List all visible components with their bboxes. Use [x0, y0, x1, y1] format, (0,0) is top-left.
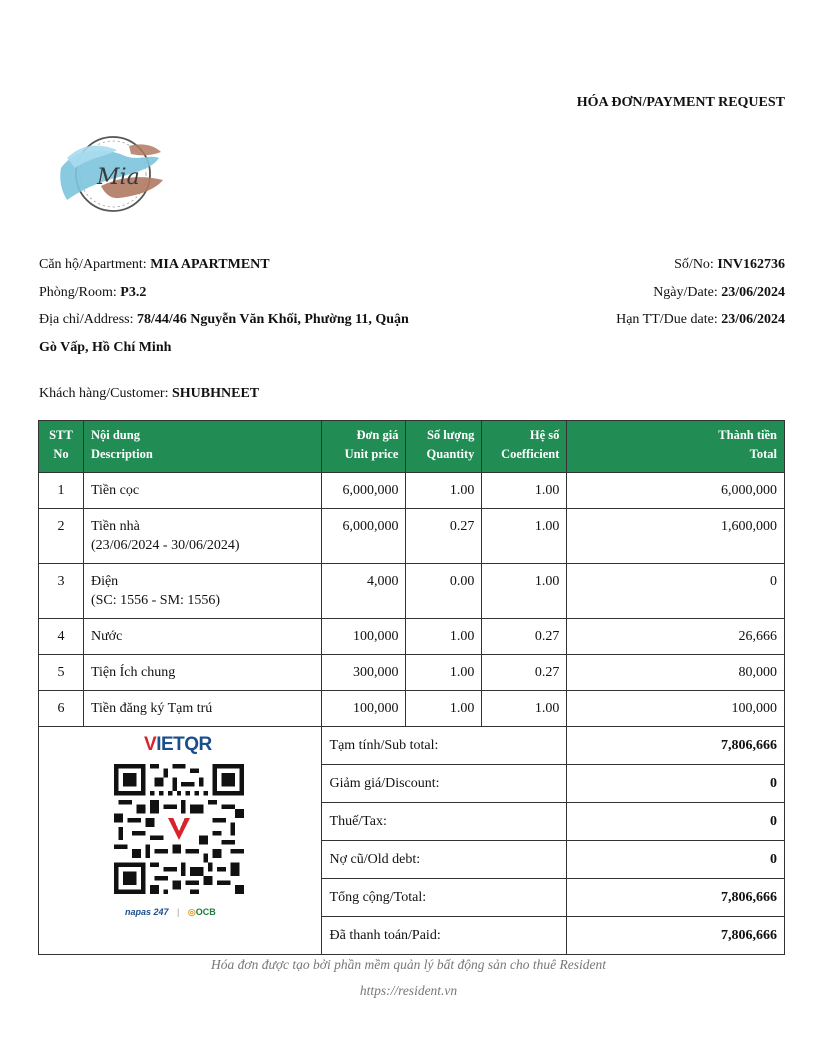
due-date: 23/06/2024: [721, 312, 785, 327]
invoice-date: 23/06/2024: [721, 284, 785, 300]
ocb-logo: OCB: [195, 907, 216, 917]
totals-row-tax: Thuế/Tax: 0: [39, 803, 785, 841]
col-total: Thành tiền Total: [567, 421, 785, 473]
totals-row-discount: Giảm giá/Discount: 0: [39, 765, 785, 803]
table-row: 5 Tiện Ích chung 300,000 1.00 0.27 80,000: [39, 655, 785, 691]
table-row: 6 Tiền đăng ký Tạm trú 100,000 1.00 1.00 100,000: [39, 691, 785, 727]
address-line: Địa chỉ/Address: 78/44/46 Nguyễn Văn Khối, Phường 11, Quận Gò Vấp, Hồ Chí Minh: [39, 312, 409, 355]
apartment-name: MIA APARTMENT: [150, 257, 270, 272]
table-header: [39, 421, 785, 473]
footer-note: Hóa đơn được tạo bởi phần mềm quản lý bất động sản cho thuê Resident: [211, 957, 606, 972]
address-value: 78/44/46 Nguyễn Văn Khối, Phường 11, Quận Gò Vấp, Hồ Chí Minh: [39, 312, 409, 355]
room-line: Phòng/Room: P3.2: [39, 284, 147, 300]
apartment-line: Căn hộ/Apartment: MIA APARTMENT: [39, 257, 270, 272]
paid-value: 7,806,666: [567, 917, 785, 955]
svg-text:Mia: Mia: [97, 165, 140, 190]
customer-line: Khách hàng/Customer: SHUBHNEET: [39, 386, 260, 401]
col-description: Nội dung Description: [83, 421, 321, 473]
room-number: P3.2: [120, 284, 147, 300]
due-date-line: Hạn TT/Due date: 23/06/2024: [616, 312, 785, 327]
table-row: 2 Tiền nhà (23/06/2024 - 30/06/2024) 6,000,000 0.27 1.00 1,600,000: [39, 509, 785, 564]
invoice-number: INV162736: [717, 257, 785, 272]
totals-row-paid: Đã thanh toán/Paid: 7,806,666: [39, 917, 785, 955]
property-info: [39, 251, 409, 361]
footer-link[interactable]: https://resident.vn: [359, 983, 458, 998]
payment-qr-code[interactable]: [114, 764, 244, 894]
col-quantity: Số lượng Quantity: [406, 421, 482, 473]
old-debt-value: 0: [567, 841, 785, 879]
totals-row-old-debt: Nợ cũ/Old debt: 0: [39, 841, 785, 879]
col-unit-price: Đơn giá Unit price: [321, 421, 406, 473]
table-row: 4 Nước 100,000 1.00 0.27 26,666: [39, 619, 785, 655]
invoice-info: [616, 251, 785, 334]
mia-logo: [55, 128, 167, 220]
totals-row-total: Tổng cộng/Total: 7,806,666: [39, 879, 785, 917]
table-row: 3 Điện (SC: 1556 - SM: 1556) 4,000 0.00 1.00 0: [39, 564, 785, 619]
table-row: 1 Tiền cọc 6,000,000 1.00 1.00 6,000,000: [39, 473, 785, 509]
total-value: 7,806,666: [567, 879, 785, 917]
invoice-no-line: Số/No: INV162736: [674, 257, 785, 272]
customer-name: SHUBHNEET: [171, 386, 260, 401]
totals-row-subtotal: VIETQR napas 247 | ◎OCB Tạm tính/Sub total: 7,806,666: [39, 727, 785, 765]
subtotal-value: 7,806,666: [567, 727, 785, 765]
document-title: HÓA ĐƠN/PAYMENT REQUEST: [576, 95, 785, 110]
discount-value: 0: [567, 765, 785, 803]
payment-qr-area: [39, 727, 322, 955]
date-line: Ngày/Date: 23/06/2024: [653, 284, 785, 300]
napas-logo: napas 247: [125, 907, 169, 917]
ocb-icon: ◎: [187, 907, 196, 917]
col-stt: STT No: [39, 421, 84, 473]
vietqr-logo: VIETQR: [144, 734, 212, 755]
bank-logos: napas 247 | ◎OCB: [125, 907, 216, 917]
invoice-table: [38, 420, 785, 955]
col-coefficient: Hệ số Coefficient: [482, 421, 567, 473]
tax-value: 0: [567, 803, 785, 841]
